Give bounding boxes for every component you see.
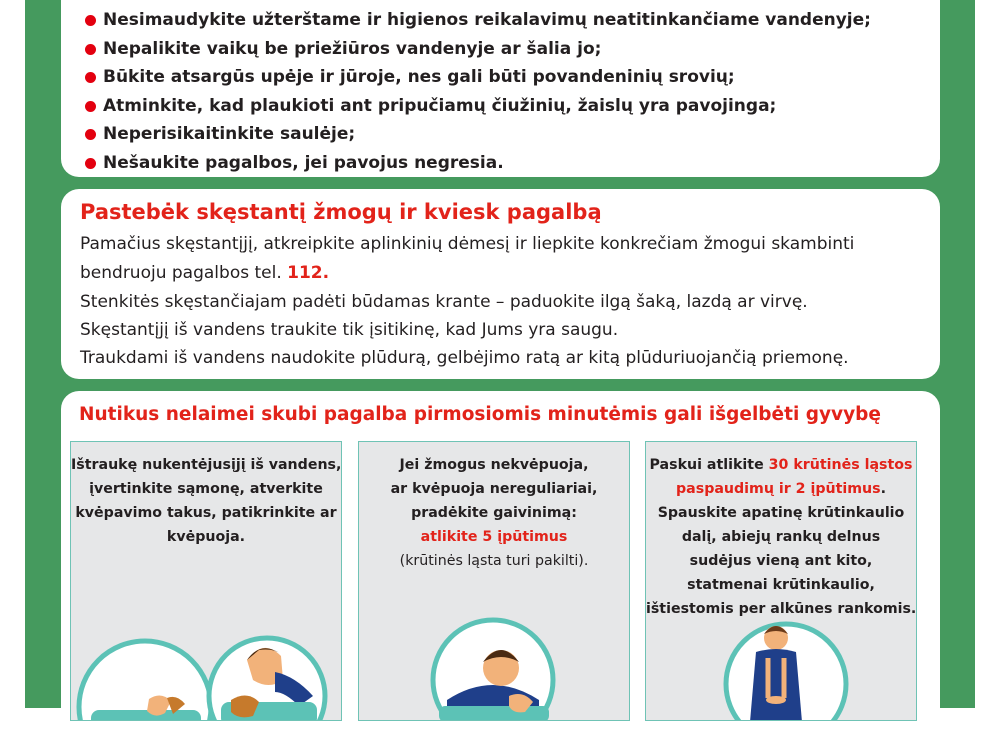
- drowning-line-1: Pamačius skęstantįjį, atkreipkite aplinkinių dėmesį ir liepkite konkrečiam žmogui skambinti: [80, 234, 855, 254]
- first-aid-step-3: Paskui atlikite 30 krūtinės ląstos paspaudimų ir 2 įpūtimus. Spauskite apatinę krūtinkaulio dalį, abiejų rankų delnus sudėjus vieną ant kito, statmenai krūtinkaulio, ištiestomis per alkūnes rankomis.: [645, 441, 917, 721]
- drowning-line-3: Stenkitės skęstančiajam padėti būdamas krante – paduokite ilgą šaką, lazdą ar virvę.: [80, 292, 808, 312]
- list-item: Atminkite, kad plaukioti ant pripučiamų čiužinių, žaislų yra pavojinga;: [85, 92, 871, 121]
- list-item: Būkite atsargūs upėje ir jūroje, nes gali būti povandeninių srovių;: [85, 63, 871, 92]
- bullet-dot-icon: [85, 101, 96, 112]
- first-aid-title: Nutikus nelaimei skubi pagalba pirmosiomis minutėmis gali išgelbėti gyvybę: [79, 404, 881, 425]
- bullet-dot-icon: [85, 129, 96, 140]
- list-item: Nesimaudykite užterštame ir higienos reikalavimų neatitinkančiame vandenyje;: [85, 6, 871, 35]
- bullet-dot-icon: [85, 44, 96, 55]
- drowning-help-title: Pastebėk skęstantį žmogų ir kviesk pagalbą: [80, 200, 602, 224]
- safety-rules-list: [85, 6, 871, 178]
- check-breathing-illustration: [71, 602, 342, 721]
- list-item: Nepalikite vaikų be priežiūros vandenyje ar šalia jo;: [85, 35, 871, 64]
- chest-compressions-illustration: [646, 614, 917, 721]
- list-item: Neperisikaitinkite saulėje;: [85, 120, 871, 149]
- bullet-dot-icon: [85, 158, 96, 169]
- rescue-breaths-illustration: [359, 610, 630, 721]
- emergency-phone: 112.: [287, 263, 330, 283]
- first-aid-step-2: Jei žmogus nekvėpuoja, ar kvėpuoja nereguliariai, pradėkite gaivinimą: atlikite 5 įpūtimus (krūtinės ląsta turi pakilti).: [358, 441, 630, 721]
- drowning-line-5: Traukdami iš vandens naudokite plūdurą, gelbėjimo ratą ar kitą plūduriuojančią priemonę.: [80, 348, 849, 368]
- bullet-dot-icon: [85, 15, 96, 26]
- first-aid-step-1: Ištraukę nukentėjusįjį iš vandens, įvertinkite sąmonę, atverkite kvėpavimo takus, patikrinkite ar kvėpuoja.: [70, 441, 342, 721]
- list-item: Nešaukite pagalbos, jei pavojus negresia.: [85, 149, 871, 178]
- drowning-line-4: Skęstantįjį iš vandens traukite tik įsitikinę, kad Jums yra saugu.: [80, 320, 619, 340]
- bullet-dot-icon: [85, 72, 96, 83]
- drowning-line-2: bendruoju pagalbos tel. 112.: [80, 263, 330, 283]
